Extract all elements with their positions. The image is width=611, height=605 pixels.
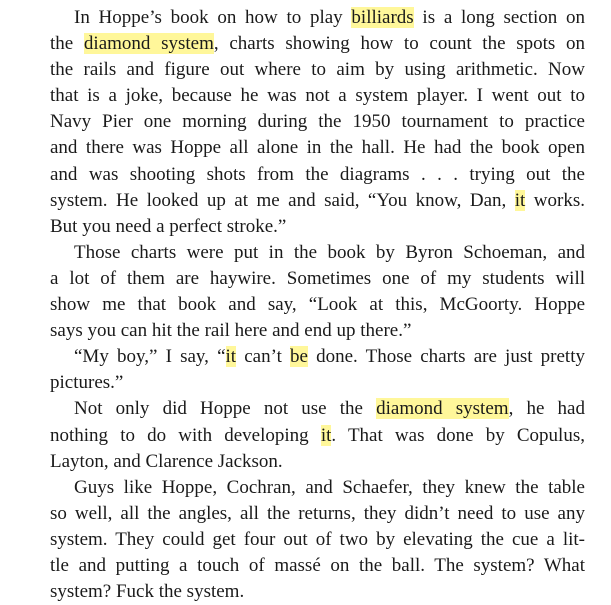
text-run: that is a joke, because he was not a system player. I went out to [50, 85, 585, 107]
text-line [50, 553, 585, 579]
text-run: the [50, 33, 84, 55]
highlighted-term: billiards [351, 7, 414, 28]
text-line [50, 240, 585, 266]
text-run: can’t [236, 346, 291, 368]
text-line [50, 579, 585, 605]
text-line [50, 396, 585, 422]
text-run: “My boy,” I say, “ [74, 346, 226, 368]
text-line [50, 292, 585, 318]
text-run: and there was Hoppe all alone in the hall. He had the book open [50, 137, 585, 159]
text-run: Layton, and Clarence Jackson. [50, 450, 283, 472]
text-line [50, 109, 585, 135]
text-run: system. They could get four out of two by elevating the cue a lit- [50, 528, 585, 550]
text-line [50, 162, 585, 188]
text-line [50, 5, 585, 31]
text-run: system? Fuck the system. [50, 581, 245, 603]
highlighted-term: it [225, 346, 237, 368]
text-run: Not only did Hoppe not use the [74, 398, 377, 420]
paragraph [50, 240, 585, 344]
text-line [50, 57, 585, 83]
paragraph [50, 475, 585, 605]
text-line [50, 501, 585, 527]
text-run: the rails and figure out where to aim by using arithmetic. Now [50, 59, 585, 81]
text-run: , charts showing how to count the spots on [213, 33, 585, 55]
text-line [50, 318, 585, 344]
highlighted-term: diamond system [83, 33, 214, 55]
text-line [50, 527, 585, 553]
text-line [50, 449, 585, 475]
text-run: Navy Pier one morning during the 1950 tournament to practice [50, 111, 585, 133]
text-line [50, 31, 585, 57]
highlighted-term: diamond system [376, 398, 509, 420]
text-run: tle and putting a touch of massé on the ball. The system? What [50, 554, 585, 576]
text-line [50, 423, 585, 449]
text-line [50, 83, 585, 109]
highlighted-term: it [514, 189, 526, 211]
text-line [50, 214, 585, 240]
text-run: In Hoppe’s book on how to play [74, 7, 352, 28]
text-run: a lot of them are haywire. Sometimes one of my students will [50, 267, 585, 289]
text-run: system. He looked up at me and said, “You know, Dan, [50, 189, 515, 211]
text-run: , he had [508, 398, 585, 420]
text-run: and was shooting shots from the diagrams . . . trying out the [50, 163, 585, 185]
text-line [50, 370, 585, 396]
text-run: so well, all the angles, all the returns, they didn’t need to use any [50, 502, 585, 524]
paragraph [50, 344, 585, 396]
text-run: works. [525, 189, 585, 211]
text-line [50, 188, 585, 214]
text-run: nothing to do with developing [50, 424, 321, 446]
text-run: Guys like Hoppe, Cochran, and Schaefer, they knew the table [74, 476, 585, 498]
paragraph [50, 5, 585, 240]
highlighted-term: be [290, 346, 308, 368]
text-line [50, 266, 585, 292]
text-run: Those charts were put in the book by Byron Schoeman, and [74, 241, 585, 263]
text-line [50, 135, 585, 161]
text-run: show me that book and say, “Look at this, McGoorty. Hoppe [50, 294, 585, 316]
text-run: pictures.” [50, 372, 124, 394]
highlighted-term: it [320, 424, 332, 446]
book-page [50, 0, 585, 605]
text-run: says you can hit the rail here and end up there.” [50, 320, 412, 342]
text-run: done. Those charts are just pretty [307, 346, 585, 368]
text-run: . That was done by Copulus, [331, 424, 585, 446]
text-run: But you need a perfect stroke.” [50, 215, 287, 237]
paragraph [50, 396, 585, 474]
text-line [50, 475, 585, 501]
text-line [50, 344, 585, 370]
text-run: is a long section on [413, 7, 586, 28]
